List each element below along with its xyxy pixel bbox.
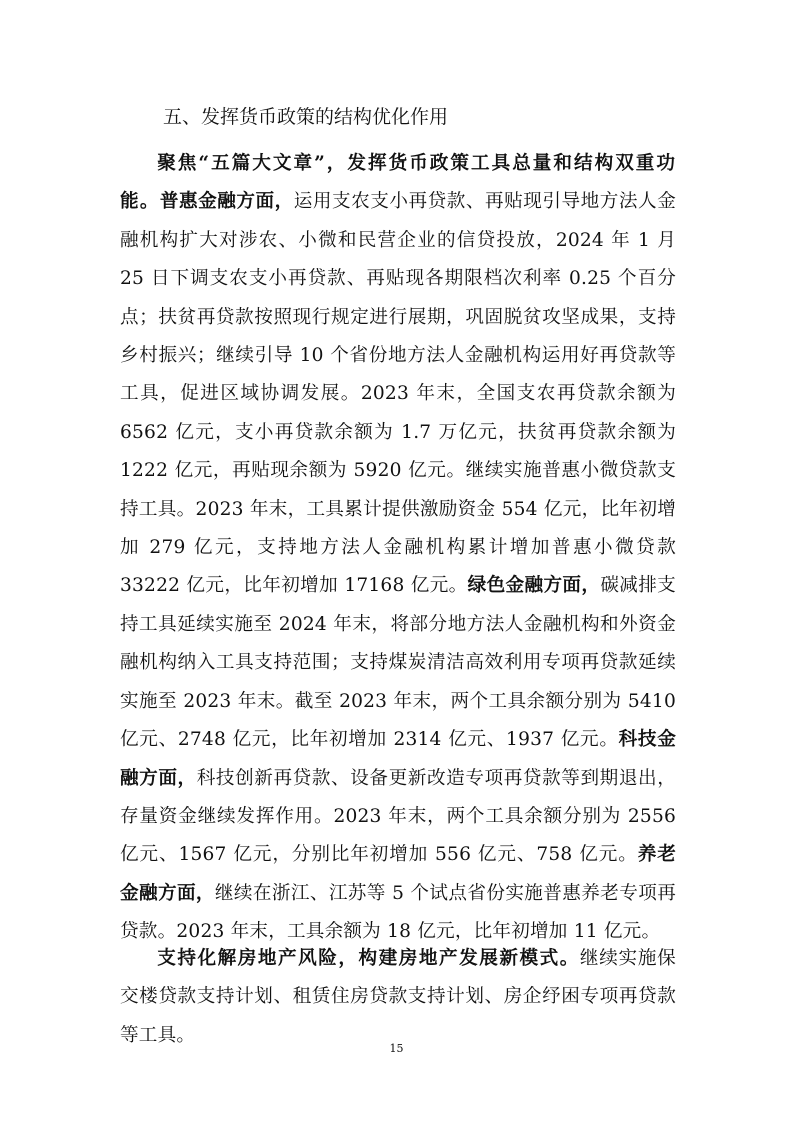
paragraph-real-estate <box>120 940 676 1055</box>
green-finance-label: 绿色金融方面， <box>467 575 601 597</box>
pension-finance-label: 养老金融方面， <box>120 844 676 904</box>
paragraph-lead: 聚焦“五篇大文章”，发挥货币政策工具总量和结构双重功能。 <box>120 153 676 213</box>
green-finance-text: 碳减排支持工具延续实施至 2024 年末，将部分地方法人金融机构和外资金融机构纳入工具支持范围；支持煤炭清洁高效利用专项再贷款延续实施至 2023 年末。截至 2023 年末，两个工具余额分别为 5410 亿元、2748 亿元，比年初增加 2314 亿元、1937 亿元。 <box>120 575 676 751</box>
inclusive-finance-text: 运用支农支小再贷款、再贴现引导地方法人金融机构扩大对涉农、小微和民营企业的信贷投放，2024 年 1 月 25 日下调支农支小再贷款、再贴现各期限档次利率 0.25 个百分点；扶贫再贷款按照现行规定进行展期，巩固脱贫攻坚成果，支持乡村振兴；继续引导 10 个省份地方法人金融机构运用好再贷款等工具，促进区域协调发展。2023 年末，全国支农再贷款余额为 6562 亿元，支小再贷款余额为 1.7 万亿元，扶贫再贷款余额为 1222 亿元，再贴现余额为 5920 亿元。继续实施普惠小微贷款支持工具。2023 年末，工具累计提供激励资金 554 亿元，比年初增加 279 亿元，支持地方法人金融机构累计增加普惠小微贷款 33222 亿元，比年初增加 17168 亿元。 <box>120 191 676 597</box>
page-number: 15 <box>389 1042 404 1055</box>
pension-finance-text: 继续在浙江、江苏等 5 个试点省份实施普惠养老专项再贷款。2023 年末，工具余额为 18 亿元，比年初增加 11 亿元。 <box>120 882 676 943</box>
tech-finance-text: 科技创新再贷款、设备更新改造专项再贷款等到期退出，存量资金继续发挥作用。2023 年末，两个工具余额分别为 2556 亿元、1567 亿元，分别比年初增加 556 亿元、758 亿元。 <box>120 767 676 866</box>
section-heading: 五、发挥货币政策的结构优化作用 <box>163 106 449 128</box>
inclusive-finance-label: 普惠金融方面， <box>159 191 294 213</box>
real-estate-text: 继续实施保交楼贷款支持计划、租赁住房贷款支持计划、房企纾困专项再贷款等工具。 <box>120 948 676 1046</box>
paragraph-monetary-tools <box>120 145 676 952</box>
tech-finance-label: 科技金融方面， <box>120 729 676 789</box>
paragraph-lead: 支持化解房地产风险，构建房地产发展新模式。 <box>157 948 580 969</box>
